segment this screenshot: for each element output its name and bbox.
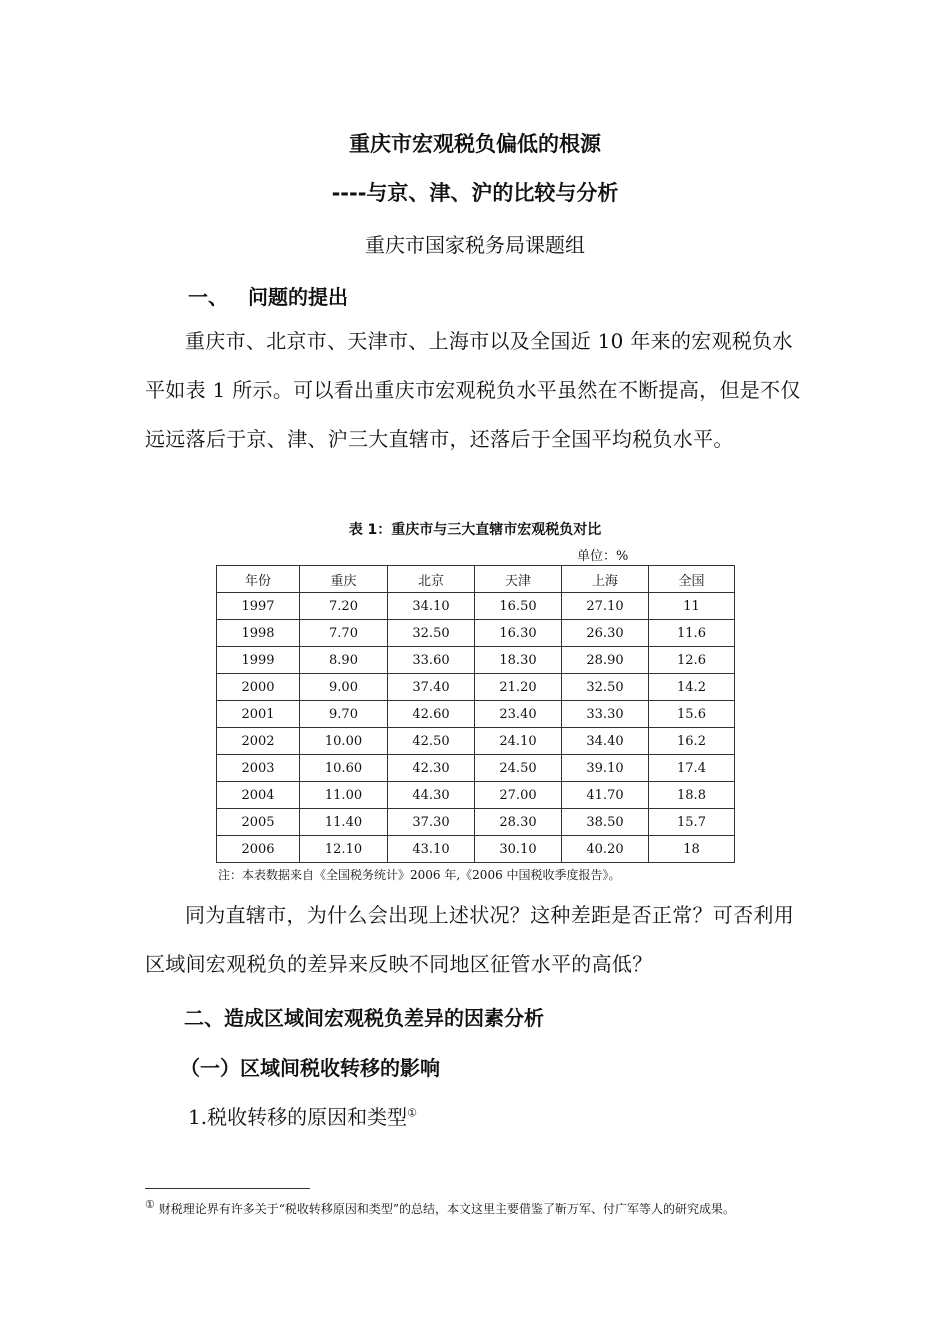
table-value-cell: 10.60 bbox=[300, 755, 388, 782]
table-header-cell: 重庆 bbox=[300, 566, 388, 593]
table-note: 注：本表数据来自《全国税务统计》2006 年,《2006 中国税收季度报告》。 bbox=[218, 868, 621, 882]
table-value-cell: 11.6 bbox=[649, 620, 735, 647]
table-value-cell: 28.30 bbox=[475, 809, 562, 836]
table-value-cell: 11.40 bbox=[300, 809, 388, 836]
table-row bbox=[217, 728, 735, 755]
document-subtitle: ----与京、津、沪的比较与分析 bbox=[331, 181, 619, 205]
table-value-cell: 41.70 bbox=[562, 782, 649, 809]
table-value-cell: 39.10 bbox=[562, 755, 649, 782]
table-value-cell: 24.50 bbox=[475, 755, 562, 782]
table-header-row bbox=[217, 566, 735, 593]
table-value-cell: 16.2 bbox=[649, 728, 735, 755]
table-unit: 单位：% bbox=[577, 549, 629, 564]
table-value-cell: 9.00 bbox=[300, 674, 388, 701]
table-value-cell: 15.6 bbox=[649, 701, 735, 728]
table-row bbox=[217, 593, 735, 620]
tax-burden-table bbox=[216, 565, 735, 863]
table-year-cell: 2000 bbox=[217, 674, 300, 701]
section2-subheading: （一）区域间税收转移的影响 bbox=[180, 1056, 440, 1080]
document-title: 重庆市宏观税负偏低的根源 bbox=[349, 132, 601, 156]
table-value-cell: 32.50 bbox=[388, 620, 475, 647]
table-value-cell: 42.30 bbox=[388, 755, 475, 782]
table-value-cell: 18.30 bbox=[475, 647, 562, 674]
section1-paragraph: 重庆市、北京市、天津市、上海市以及全国近 10 年来的宏观税负水平如表 1 所示。可以看出重庆市宏观税负水平虽然在不断提高，但是不仅远远落后于京、津、沪三大直辖市，还落后于全国平均税负水平。 bbox=[145, 329, 801, 451]
table-header-cell: 全国 bbox=[649, 566, 735, 593]
table-value-cell: 9.70 bbox=[300, 701, 388, 728]
table-year-cell: 2002 bbox=[217, 728, 300, 755]
table-row bbox=[217, 647, 735, 674]
table-value-cell: 34.40 bbox=[562, 728, 649, 755]
table-value-cell: 17.4 bbox=[649, 755, 735, 782]
table-caption: 表 1：重庆市与三大直辖市宏观税负对比 bbox=[348, 522, 602, 538]
table-header-cell: 天津 bbox=[475, 566, 562, 593]
table-value-cell: 21.20 bbox=[475, 674, 562, 701]
table-row bbox=[217, 782, 735, 809]
table-value-cell: 11 bbox=[649, 593, 735, 620]
table-value-cell: 23.40 bbox=[475, 701, 562, 728]
table-year-cell: 1999 bbox=[217, 647, 300, 674]
table-value-cell: 37.40 bbox=[388, 674, 475, 701]
table-value-cell: 7.70 bbox=[300, 620, 388, 647]
section2-item bbox=[188, 1101, 417, 1130]
table-row bbox=[217, 755, 735, 782]
table-value-cell: 14.2 bbox=[649, 674, 735, 701]
table-value-cell: 7.20 bbox=[300, 593, 388, 620]
table-value-cell: 12.6 bbox=[649, 647, 735, 674]
table-value-cell: 27.10 bbox=[562, 593, 649, 620]
table-value-cell: 32.50 bbox=[562, 674, 649, 701]
table-value-cell: 42.50 bbox=[388, 728, 475, 755]
section1-heading: 问题的提出 bbox=[248, 285, 348, 309]
table-value-cell: 44.30 bbox=[388, 782, 475, 809]
table-value-cell: 26.30 bbox=[562, 620, 649, 647]
table-row bbox=[217, 836, 735, 863]
table-value-cell: 16.50 bbox=[475, 593, 562, 620]
table-value-cell: 12.10 bbox=[300, 836, 388, 863]
table-value-cell: 30.10 bbox=[475, 836, 562, 863]
table-value-cell: 28.90 bbox=[562, 647, 649, 674]
table-value-cell: 43.10 bbox=[388, 836, 475, 863]
table-value-cell: 18 bbox=[649, 836, 735, 863]
document-author: 重庆市国家税务局课题组 bbox=[365, 233, 585, 257]
table-year-cell: 2003 bbox=[217, 755, 300, 782]
section2-heading: 二、造成区域间宏观税负差异的因素分析 bbox=[184, 1006, 544, 1030]
table-value-cell: 37.30 bbox=[388, 809, 475, 836]
footnote-marker: ① bbox=[145, 1198, 155, 1211]
table-value-cell: 33.30 bbox=[562, 701, 649, 728]
table-value-cell: 16.30 bbox=[475, 620, 562, 647]
table-value-cell: 15.7 bbox=[649, 809, 735, 836]
table-value-cell: 18.8 bbox=[649, 782, 735, 809]
section1-number: 一、 bbox=[188, 285, 228, 309]
footnote bbox=[145, 1196, 810, 1218]
table-row bbox=[217, 674, 735, 701]
table-value-cell: 8.90 bbox=[300, 647, 388, 674]
table-value-cell: 42.60 bbox=[388, 701, 475, 728]
table-value-cell: 34.10 bbox=[388, 593, 475, 620]
table-year-cell: 2005 bbox=[217, 809, 300, 836]
table-year-cell: 1997 bbox=[217, 593, 300, 620]
table-year-cell: 2001 bbox=[217, 701, 300, 728]
footnote-text: 财税理论界有许多关于“税收转移原因和类型”的总结，本文这里主要借鉴了靳万军、付广军等人的研究成果。 bbox=[158, 1202, 735, 1216]
table-year-cell: 2006 bbox=[217, 836, 300, 863]
footnote-divider bbox=[145, 1188, 310, 1189]
table-value-cell: 38.50 bbox=[562, 809, 649, 836]
table-header-cell: 上海 bbox=[562, 566, 649, 593]
table-header-cell: 年份 bbox=[217, 566, 300, 593]
table-value-cell: 24.10 bbox=[475, 728, 562, 755]
table-row bbox=[217, 809, 735, 836]
table-year-cell: 2004 bbox=[217, 782, 300, 809]
table-value-cell: 27.00 bbox=[475, 782, 562, 809]
table-header-cell: 北京 bbox=[388, 566, 475, 593]
table-value-cell: 40.20 bbox=[562, 836, 649, 863]
table-value-cell: 33.60 bbox=[388, 647, 475, 674]
table-value-cell: 11.00 bbox=[300, 782, 388, 809]
table-year-cell: 1998 bbox=[217, 620, 300, 647]
table-row bbox=[217, 620, 735, 647]
table-value-cell: 10.00 bbox=[300, 728, 388, 755]
footnote-reference[interactable]: ① bbox=[407, 1106, 417, 1120]
paragraph-2: 同为直辖市，为什么会出现上述状况？这种差距是否正常？可否利用区域间宏观税负的差异来反映不同地区征管水平的高低？ bbox=[145, 903, 794, 976]
table-row bbox=[217, 701, 735, 728]
section2-item-text: 1.税收转移的原因和类型 bbox=[188, 1105, 408, 1129]
